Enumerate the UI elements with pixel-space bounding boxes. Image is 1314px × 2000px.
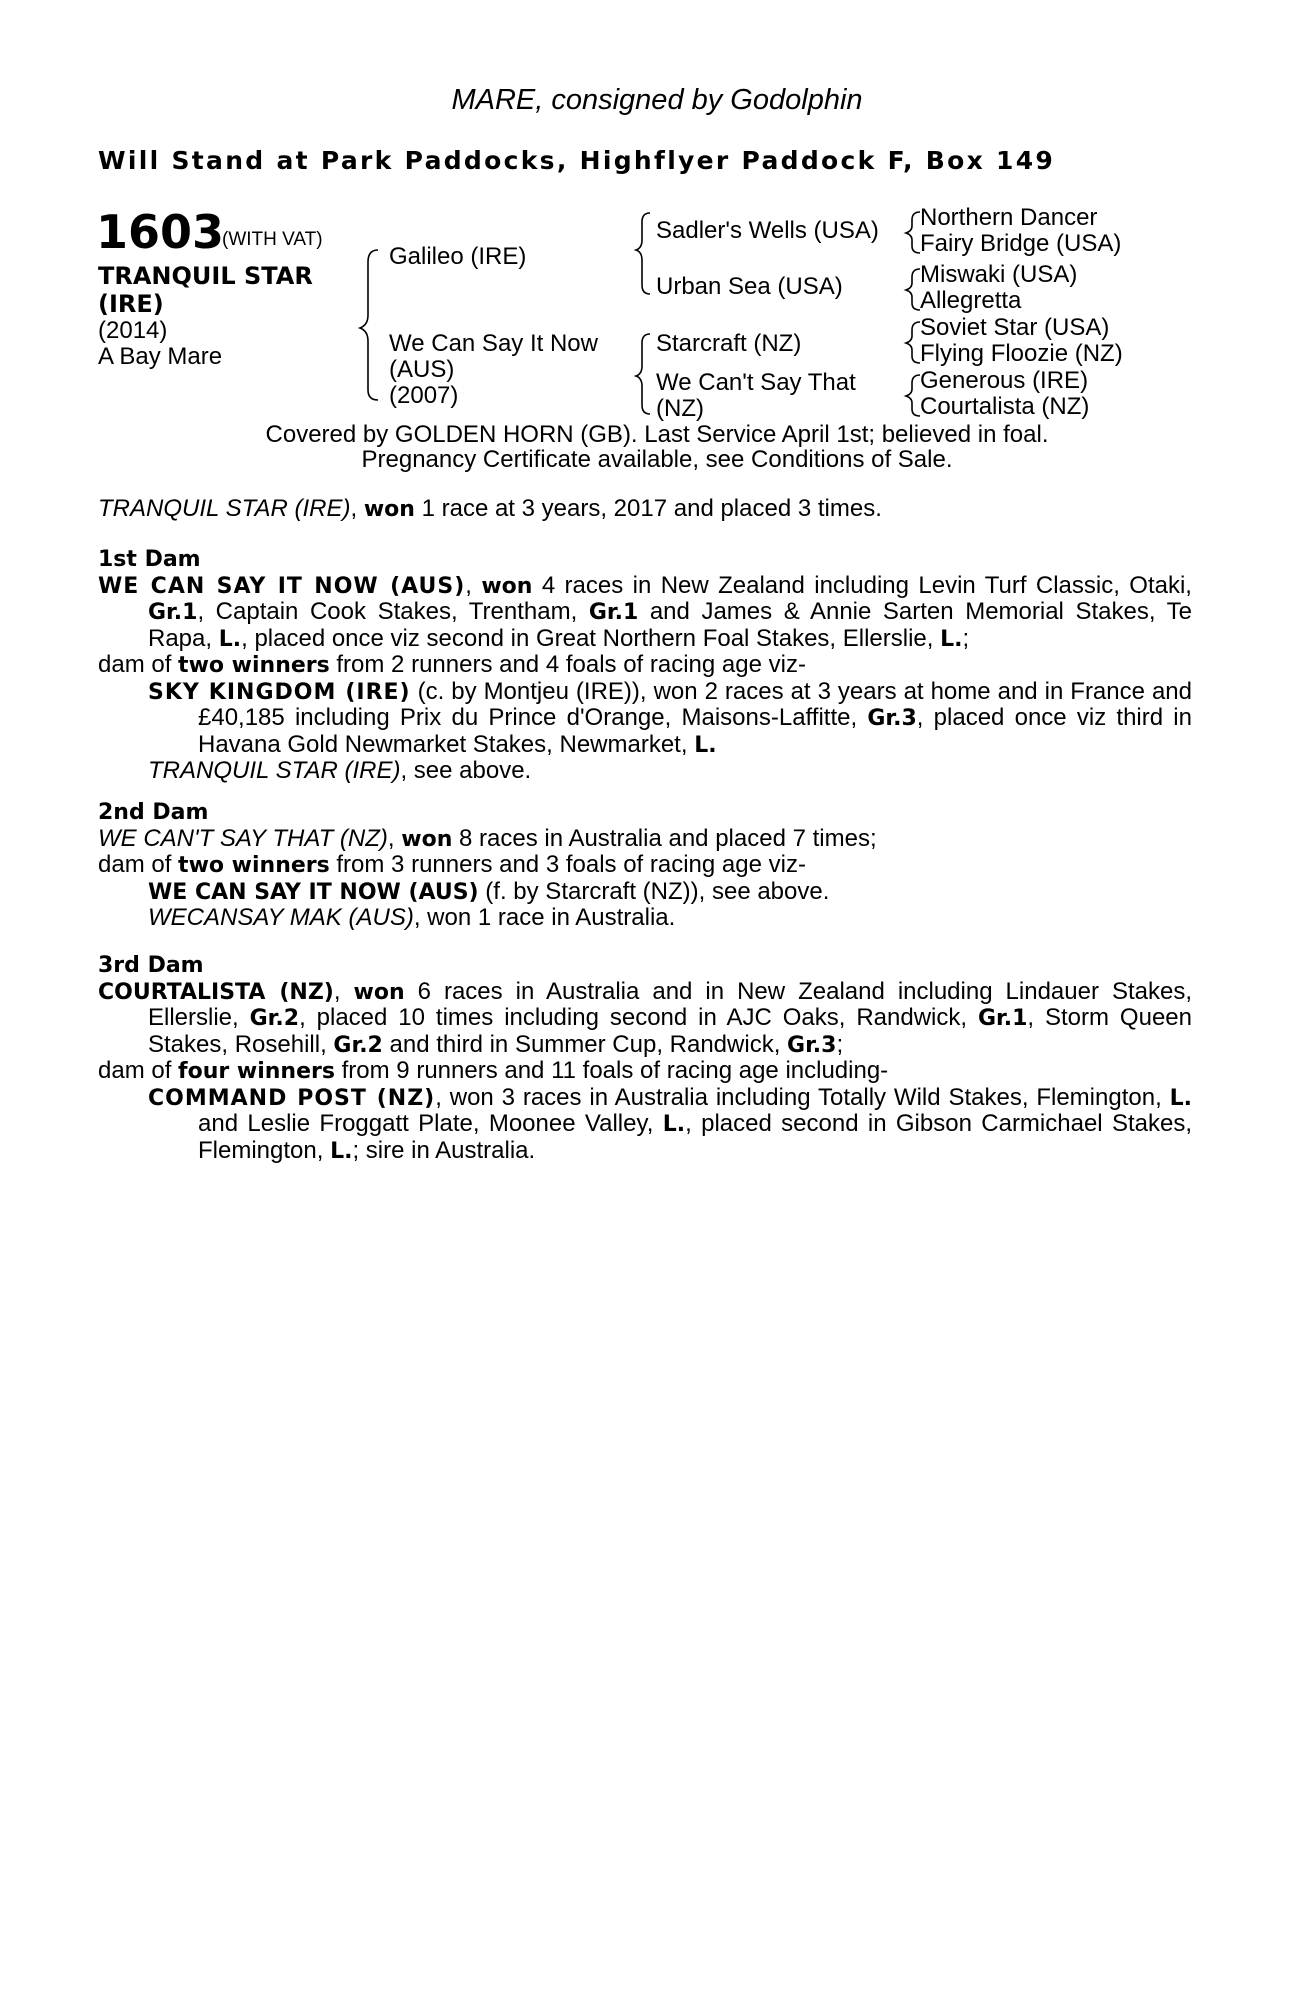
dam-of-label: dam of <box>98 651 179 678</box>
produce-text-1: , won 3 races in Australia including Totally Wild Stakes, Flemington, <box>435 1083 1170 1111</box>
third-dam-comma: , <box>333 977 354 1005</box>
summary-won: won <box>363 497 415 522</box>
pedigree-dam-line3: (2007) <box>389 382 459 409</box>
second-dam-record <box>98 826 1192 853</box>
produce-name: SKY KINGDOM (IRE) <box>148 679 411 705</box>
third-dam-section <box>98 953 1192 1164</box>
produce-text: , won 1 race in Australia. <box>413 904 676 931</box>
grade-badge: Gr.2 <box>333 1032 383 1058</box>
dam-of-rest: from 2 runners and 4 foals of racing age viz- <box>329 651 806 678</box>
pedigree-dam-line2: (AUS) <box>389 356 455 383</box>
pedigree-sire-dam: Urban Sea (USA) <box>656 273 843 300</box>
race-summary <box>98 496 1192 523</box>
produce-entry <box>98 879 1192 906</box>
listed-badge: L. <box>662 1112 686 1137</box>
third-dam-text-1: 6 races in Australia and in New Zealand including Lindauer Stakes, Ellerslie, <box>148 977 1192 1031</box>
third-dam-record <box>98 979 1192 1059</box>
grade-badge: Gr.1 <box>588 600 639 625</box>
produce-text: (f. by Starcraft (NZ)), see above. <box>478 877 830 905</box>
produce-entry <box>98 905 1192 931</box>
pedigree-sire: Galileo (IRE) <box>389 243 527 270</box>
first-dam-produce-summary <box>98 652 1192 679</box>
third-dam-text-2: , placed 10 times including second in AJC Oaks, Randwick, <box>299 1004 978 1031</box>
second-dam-won: won <box>401 826 453 852</box>
pedigree-g3-8: Courtalista (NZ) <box>920 393 1090 420</box>
page-subtitle: MARE, consigned by Godolphin <box>451 84 863 116</box>
location-heading: Will Stand at Park Paddocks, Highflyer Paddock F, Box 149 <box>98 146 1056 175</box>
produce-name: WE CAN SAY IT NOW (AUS) <box>148 879 479 905</box>
horse-name: TRANQUIL STAR (IRE) <box>98 262 313 318</box>
third-dam-won: won <box>353 979 405 1005</box>
produce-entry <box>98 1085 1192 1165</box>
produce-name: WECANSAY MAK (AUS) <box>148 904 414 931</box>
pedigree-dam-dam-line1: We Can't Say That <box>656 369 856 396</box>
dam-of-label: dam of <box>98 1057 179 1084</box>
covered-note <box>0 422 1314 472</box>
winners-count: four winners <box>178 1059 335 1084</box>
pedigree-g3-1: Northern Dancer <box>920 204 1098 231</box>
produce-entry <box>98 758 1192 784</box>
summary-horse-name: TRANQUIL STAR (IRE) <box>98 495 351 522</box>
listed-badge: L. <box>940 626 963 652</box>
produce-text-1: (c. by Montjeu (IRE)), won 2 races at 3 years at home and in France and £40,185 including Prix du Prince d'Orange, Maisons-Laffitte, <box>198 677 1193 731</box>
second-dam-heading: 2nd Dam <box>98 800 209 825</box>
first-dam-record <box>98 573 1192 653</box>
second-dam-name: WE CAN'T SAY THAT (NZ) <box>98 824 388 852</box>
pedigree-sire-sire: Sadler's Wells (USA) <box>656 217 879 244</box>
second-dam-text: 8 races in Australia and placed 7 times; <box>452 824 877 852</box>
produce-text-4: ; sire in Australia. <box>352 1136 536 1164</box>
foaling-year: (2014) <box>98 317 168 344</box>
grade-badge: Gr.1 <box>977 1006 1028 1031</box>
produce-entry <box>98 679 1192 759</box>
dam-of-rest: from 9 runners and 11 foals of racing age including- <box>334 1057 889 1084</box>
third-dam-name: COURTALISTA (NZ) <box>98 979 334 1005</box>
covered-line2: Pregnancy Certificate available, see Conditions of Sale. <box>361 446 953 473</box>
produce-name: COMMAND POST (NZ) <box>148 1085 436 1111</box>
pedigree-g3-3: Miswaki (USA) <box>920 261 1078 288</box>
first-dam-text-4: , placed once viz second in Great Northern Foal Stakes, Ellerslie, <box>241 624 941 652</box>
pedigree-g3-4: Allegretta <box>920 287 1022 314</box>
pedigree-g3-2: Fairy Bridge (USA) <box>920 230 1122 257</box>
pedigree-dam-line1: We Can Say It Now <box>389 330 598 357</box>
pedigree-g3-6: Flying Floozie (NZ) <box>920 340 1123 367</box>
first-dam-heading: 1st Dam <box>98 547 201 572</box>
grade-badge: Gr.2 <box>249 1006 300 1031</box>
winners-count: two winners <box>178 653 330 678</box>
produce-text-2: , placed once viz third in Havana Gold Newmarket Stakes, Newmarket, <box>198 704 1192 758</box>
lot-number: 1603 <box>96 205 225 259</box>
grade-badge: Gr.1 <box>148 600 198 625</box>
listed-badge: L. <box>218 626 242 652</box>
pedigree-g3-5: Soviet Star (USA) <box>920 314 1110 341</box>
third-dam-text-4: and third in Summer Cup, Randwick, <box>382 1030 788 1058</box>
covered-line1: Covered by GOLDEN HORN (GB). Last Service April 1st; believed in foal. <box>265 421 1049 448</box>
third-dam-produce-summary <box>98 1058 1192 1085</box>
listed-badge: L. <box>330 1138 353 1164</box>
third-dam-heading: 3rd Dam <box>98 953 204 978</box>
first-dam-text-3: and James & Annie Sarten Memorial Stakes, Te Rapa, <box>148 598 1192 652</box>
dam-of-label: dam of <box>98 851 179 878</box>
third-dam-text-3: , Storm Queen Stakes, Rosehill, <box>148 1004 1192 1058</box>
first-dam-name: WE CAN SAY IT NOW (AUS) <box>98 573 466 599</box>
first-dam-section <box>98 547 1192 784</box>
second-dam-produce-summary <box>98 852 1192 879</box>
pedigree-dam-dam-line2: (NZ) <box>656 395 704 422</box>
first-dam-comma: , <box>465 571 482 599</box>
produce-text: , see above. <box>400 757 532 784</box>
listed-badge: L. <box>1169 1085 1192 1111</box>
winners-count: two winners <box>178 853 330 878</box>
vat-note: (WITH VAT) <box>222 229 323 250</box>
first-dam-text-5: ; <box>962 624 970 652</box>
first-dam-won: won <box>481 573 533 599</box>
dam-of-rest: from 3 runners and 3 foals of racing age viz- <box>329 851 806 878</box>
pedigree-g3-7: Generous (IRE) <box>920 367 1089 394</box>
second-dam-section <box>98 800 1192 931</box>
horse-description: A Bay Mare <box>98 343 223 370</box>
grade-badge: Gr.3 <box>787 1032 837 1058</box>
first-dam-text-1: 4 races in New Zealand including Levin Turf Classic, Otaki, <box>532 571 1192 599</box>
produce-text-3: , placed second in Gibson Carmichael Stakes, Flemington, <box>198 1110 1192 1164</box>
produce-name: TRANQUIL STAR (IRE) <box>148 757 401 784</box>
summary-comma: , <box>350 495 364 522</box>
second-dam-comma: , <box>387 824 402 852</box>
listed-badge: L. <box>694 732 717 758</box>
pedigree-dam-sire: Starcraft (NZ) <box>656 330 802 357</box>
first-dam-text-2: , Captain Cook Stakes, Trentham, <box>197 598 589 625</box>
produce-text-2: and Leslie Froggatt Plate, Moonee Valley, <box>198 1110 663 1137</box>
third-dam-text-5: ; <box>836 1030 844 1058</box>
summary-rest: 1 race at 3 years, 2017 and placed 3 times. <box>414 495 882 522</box>
grade-badge: Gr.3 <box>867 706 917 731</box>
